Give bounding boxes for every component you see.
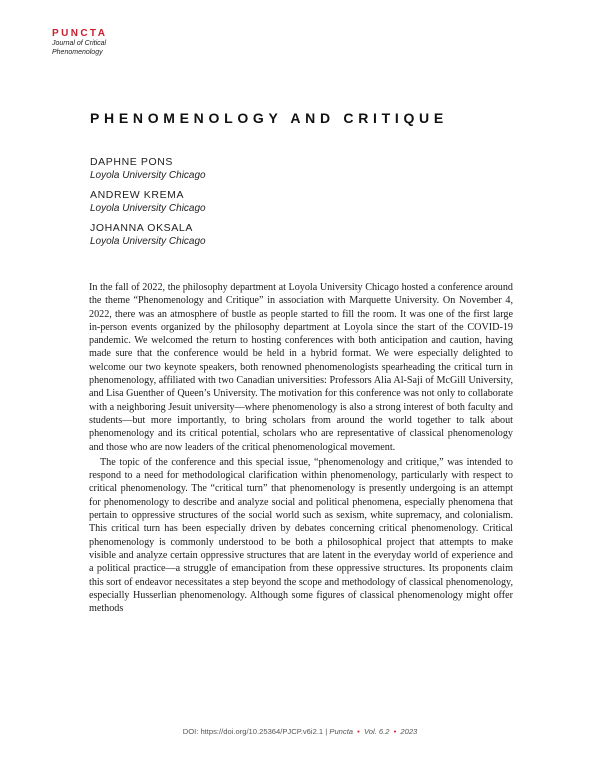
article-title: PHENOMENOLOGY AND CRITIQUE xyxy=(90,110,448,126)
journal-subtitle-line2: Phenomenology xyxy=(52,48,103,56)
author-block xyxy=(90,189,206,215)
body-paragraph: In the fall of 2022, the philosophy department at Loyola University Chicago hosted a conference around the theme “Phenomenology and Critique” in association with Marquette University. On November 4, 2022, there was an atmosphere of bustle as people started to fill the room. It was one of the first large in-person events organized by the philosophy department at Loyola since the start of the COVID-19 pandemic. We welcomed the return to hosting conferences with both anticipation and caution, having made sure that the conference would be held in a hybrid format. We were especially delighted to welcome our two keynote speakers, both renowned phenomenologists spearheading the critical turn in phenomenology, affiliated with two Canadian universities: Professors Alia Al-Saji of McGill University, and Lisa Guenther of Queen’s University. The motivation for this conference was not only to collaborate with a neighboring Jesuit university—where phenomenology is also a strong interest of both faculty and students—but more importantly, to bring scholars from around the world together to talk about phenomenology and its critical potential, scholars who are representative of classical phenomenology and those who are now leaders of the critical phenomenological movement. xyxy=(89,282,513,453)
journal-logo: PUNCTA xyxy=(52,28,108,39)
bullet-separator: • xyxy=(393,727,397,736)
body-paragraph: The topic of the conference and this special issue, “phenomenology and critique,” was intended to respond to a need for methodological clarification within phenomenology, particularly with respect to critical phenomenology. The “critical turn” that phenomenology is presently undergoing is an attempt for phenomenology to describe and analyze social and political phenomena, especially phenomena that pertain to oppressive structures of the social world such as sexism, white supremacy, and colonialism. This critical turn has been especially driven by debates concerning critical phenomenology. Critical phenomenology is commonly understood to be both a philosophical project that attempts to make visible and analyze certain oppressive structures that are latent in the everyday world of experience and a political practice—a struggle of emancipation from these oppressive structures. Its proponents claim this sort of endeavor necessitates a step beyond the scope and methodology of classical phenomenology, especially Husserlian phenomenology. Although some figures of classical phenomenology might offer methods xyxy=(89,456,513,615)
author-name: ANDREW KREMA xyxy=(90,189,185,201)
author-list xyxy=(90,156,206,255)
journal-masthead xyxy=(52,28,107,57)
doi-link[interactable]: DOI: https://doi.org/10.25364/PJCP.v6i2.1 xyxy=(182,727,324,736)
page-footer xyxy=(0,727,600,736)
author-name: DAPHNE PONS xyxy=(90,156,174,168)
author-affiliation: Loyola University Chicago xyxy=(90,203,206,214)
author-affiliation: Loyola University Chicago xyxy=(90,170,206,181)
bullet-separator: • xyxy=(357,727,360,736)
author-block xyxy=(90,222,206,248)
footer-journal: Puncta xyxy=(329,727,354,736)
article-body xyxy=(89,281,513,615)
footer-volume: Vol. 6.2 xyxy=(363,727,390,736)
author-name: JOHANNA OKSALA xyxy=(90,222,193,234)
author-affiliation: Loyola University Chicago xyxy=(90,236,206,247)
journal-subtitle-line1: Journal of Critical xyxy=(52,40,107,47)
footer-year: 2023 xyxy=(400,727,418,736)
author-block xyxy=(90,156,206,182)
footer-separator: | xyxy=(325,727,328,736)
